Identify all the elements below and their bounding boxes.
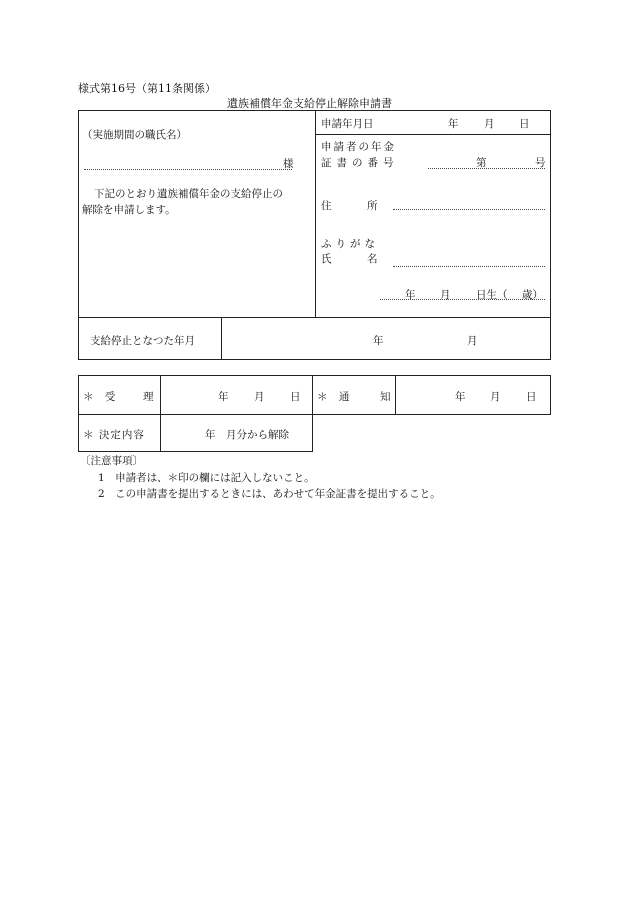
cert-go: 号 (535, 157, 546, 169)
date-year: 年 (448, 118, 459, 130)
note-item-1: 1 申請者は、＊印の欄には記入しないこと。 (98, 472, 315, 484)
form-title: 遺族補償年金支給停止解除申請書 (227, 97, 392, 110)
cert-label-line1: 申請者の年金 (321, 141, 396, 153)
cert-label-line2: 証書の番号 (321, 157, 399, 169)
birth-month: 月 (440, 289, 451, 301)
stop-label: 支給停止となつた年月 (90, 335, 195, 347)
birth-age: 歳） (522, 289, 543, 301)
notes-heading: 〔注意事項〕 (80, 455, 143, 467)
birth-date-field[interactable] (380, 299, 545, 300)
decision-label: ＊ 決定内容 (83, 429, 145, 441)
notice-label-b: 知 (380, 391, 391, 403)
address-field[interactable] (393, 209, 545, 210)
date-month: 月 (484, 118, 495, 130)
notice-year: 年 (455, 391, 466, 403)
name-label-a: 氏 (321, 253, 332, 265)
decision-value: 年 月分から解除 (205, 429, 289, 441)
receipt-day: 日 (290, 391, 301, 403)
receipt-label-b: 理 (143, 391, 154, 403)
date-label: 申請年月日 (321, 118, 374, 130)
name-field[interactable] (393, 266, 545, 267)
furigana-label: ふりがな (321, 238, 379, 250)
notice-day: 日 (526, 391, 537, 403)
cert-dai: 第 (476, 157, 487, 169)
notice-label-a: ＊ 通 (317, 391, 354, 403)
name-label-b: 名 (367, 253, 378, 265)
stop-year: 年 (373, 335, 384, 347)
receipt-label-a: ＊ 受 (83, 391, 120, 403)
receipt-year: 年 (218, 391, 229, 403)
stop-month: 月 (467, 335, 478, 347)
honorific: 様 (283, 158, 294, 170)
body-text-line2: 解除を申請します。 (82, 204, 176, 216)
official-name-field[interactable] (84, 169, 292, 170)
birth-year: 年 (405, 289, 416, 301)
address-label-a: 住 (321, 200, 332, 212)
address-label-b: 所 (367, 200, 378, 212)
receipt-month: 月 (254, 391, 265, 403)
body-text-line1: 下記のとおり遺族補償年金の支給停止の (94, 188, 283, 200)
official-label: （実施期間の職氏名） (82, 129, 187, 141)
date-day: 日 (519, 118, 530, 130)
birth-day-born: 日生（ (476, 289, 508, 301)
note-item-2: 2 この申請書を提出するときには、あわせて年金証書を提出すること。 (98, 488, 441, 500)
form-number: 様式第16号（第11条関係） (78, 82, 216, 95)
notice-month: 月 (490, 391, 501, 403)
